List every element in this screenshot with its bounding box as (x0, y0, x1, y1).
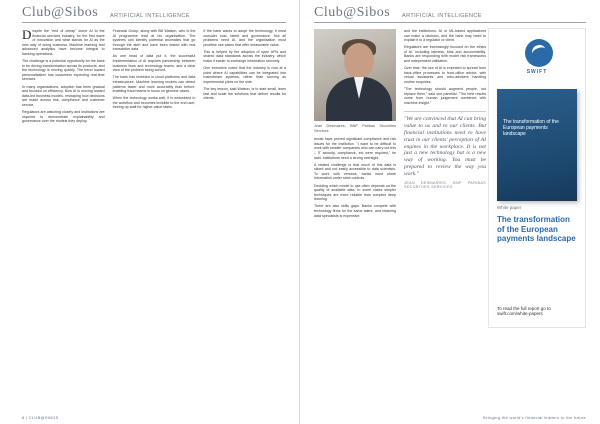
paragraph: The challenge is a potential opportunity for the bank to be driving transformation across its products, and the technology is moving quickly. The trend toward personalisation has customers expecting real-time services. (22, 59, 105, 82)
article-column-2 (404, 29, 486, 221)
article-column-1 (22, 29, 105, 126)
article-column-3 (203, 29, 286, 126)
paragraph: A related challenge is that much of this data is siloed and not easily accessible to data scientists. To work with vendors, banks must share information under strict controls. (314, 162, 396, 181)
paragraph: If the bank wants to adopt the technology, it must consider cost, talent and governance. Not all problems need AI, and the organisation must prioritise use cases that offer measurable value. (203, 29, 287, 47)
page-folio: 8 | CLUB@SIBOS (22, 415, 59, 420)
swift-logo-icon (525, 39, 553, 67)
paragraph: Regulators are increasingly focused on the ethics of AI, including fairness, bias and accountability. Banks are responding with model risk frameworks and independent validation. (404, 45, 486, 64)
article-column-1 (314, 29, 396, 221)
section-label: ARTIFICIAL INTELLIGENCE (110, 13, 190, 19)
swift-advert[interactable] (488, 28, 586, 328)
paragraph: "The technology should augment people, not replace them," said one panellist. "The best results come from human judgement combined with machine insight." (404, 87, 486, 105)
white-paper-cover (497, 89, 577, 201)
paragraph: As one head of data put it, the successful implementation of AI requires partnership between business lines and technology teams, and a clear view of the problem being solved. (112, 54, 196, 73)
paragraph: In many organisations, adoption has been gradual and focused on efficiency. Now AI is moving toward data-led business models, reshaping how decisions are made across risk, compliance and customer service. (22, 84, 105, 107)
ad-cta-link[interactable]: To read the full report go to swift.com/white-papers (497, 305, 551, 317)
article-column-2 (113, 29, 196, 126)
paragraph: would have proved significant compliance and risk issues for the institution. "I want to be difficult to work with smaller companies who can carry out this – IT security, compliance, etc were required," he said. Institutions need a strong oversight. (314, 137, 396, 160)
brand-title: Club@Sibos (314, 5, 391, 20)
right-page (300, 0, 600, 424)
pull-quote-author: JEAN DESMAIRES, BNP PARIBAS SECURITIES SERVICES (404, 180, 486, 190)
paragraph (22, 29, 105, 57)
masthead (314, 0, 586, 23)
pull-quote (404, 111, 486, 189)
paragraph: Regulators are watching closely and institutions are required to demonstrate explainability and governance over the models they deploy. (22, 110, 105, 124)
section-label: ARTIFICIAL INTELLIGENCE (402, 13, 482, 19)
article-columns (314, 29, 486, 221)
paragraph: One executive noted that the industry is now at a point where AI capabilities can be integrated into mainstream systems, rather than running as experimental pilots on the side. (203, 66, 287, 84)
masthead (22, 0, 286, 23)
portrait-photo (314, 29, 396, 121)
pull-quote-text: "We are convinced that AI can bring value to us and to our clients. But financial institutions need to have trust in our clients' perception of AI engines in the workplace. It is not just a new technology but is a new way of working. You must be prepared to review the way you work." (404, 116, 486, 177)
photo-caption: Jean Desmaires, BNP Paribas Securities Services (314, 124, 396, 133)
brand-title: Club@Sibos (22, 5, 99, 20)
swift-wordmark: SWIFT (526, 69, 548, 75)
cover-title: The transformation of the European payments landscape (503, 119, 559, 137)
page-folio: Bringing the world's financial leaders to the future (483, 415, 586, 420)
paragraph: When the technology works well, it is embedded in the workflow and becomes invisible to the end user, freeing up staff for higher-value tasks. (112, 96, 196, 110)
paragraph: Deciding which model to use often depends on the quality of available data. In some cases simpler techniques are more reliable than complex deep learning. (314, 183, 396, 202)
ad-headline: The transformation of the European payments landscape (497, 215, 576, 243)
paragraph-text: espite the "end of cheap" dome AI to the financial services industry, for the first wave of innovation and what stands for AI as the new way of doing business. Machine learning and advanced analytics have become integral to banking operations. (22, 29, 105, 56)
article-columns (22, 29, 286, 126)
paragraph: There are also skills gaps. Banks compete with technology firms for the same talent, and retaining data specialists is expensive. (314, 204, 396, 218)
drop-cap: D (22, 27, 32, 42)
portrait-face (344, 43, 374, 79)
paragraph: and the institutions. AI or ML-based applications can make a decision, and the bank may need to explain it to a regulator or client. (404, 29, 486, 43)
paragraph: Financial Group, along with Bill Watson, who is the AI programme lead at his organisation. The systems can identify potential anomalies that go through the alert and have been tested with real transaction data. (112, 29, 196, 52)
paragraph: The key lesson, said Watson, is to start small, learn fast and scale the solutions that deliver results for clients. (203, 87, 287, 101)
paragraph: This is helped by the adoption of open APIs and shared data standards across the industry, which make it easier to exchange information securely. (203, 49, 287, 64)
ad-label: White paper (497, 205, 522, 210)
paragraph: The bank has invested in cloud platforms and data infrastructure. Machine learning models can detect patterns faster and more accurately than before, enabling fraud teams to focus on genuine cases. (112, 75, 196, 94)
paragraph: Over time, the use of AI is expected to spread from back-office processes to front-office advice, with virtual assistants and robo-advisers handling routine enquiries. (404, 66, 486, 84)
